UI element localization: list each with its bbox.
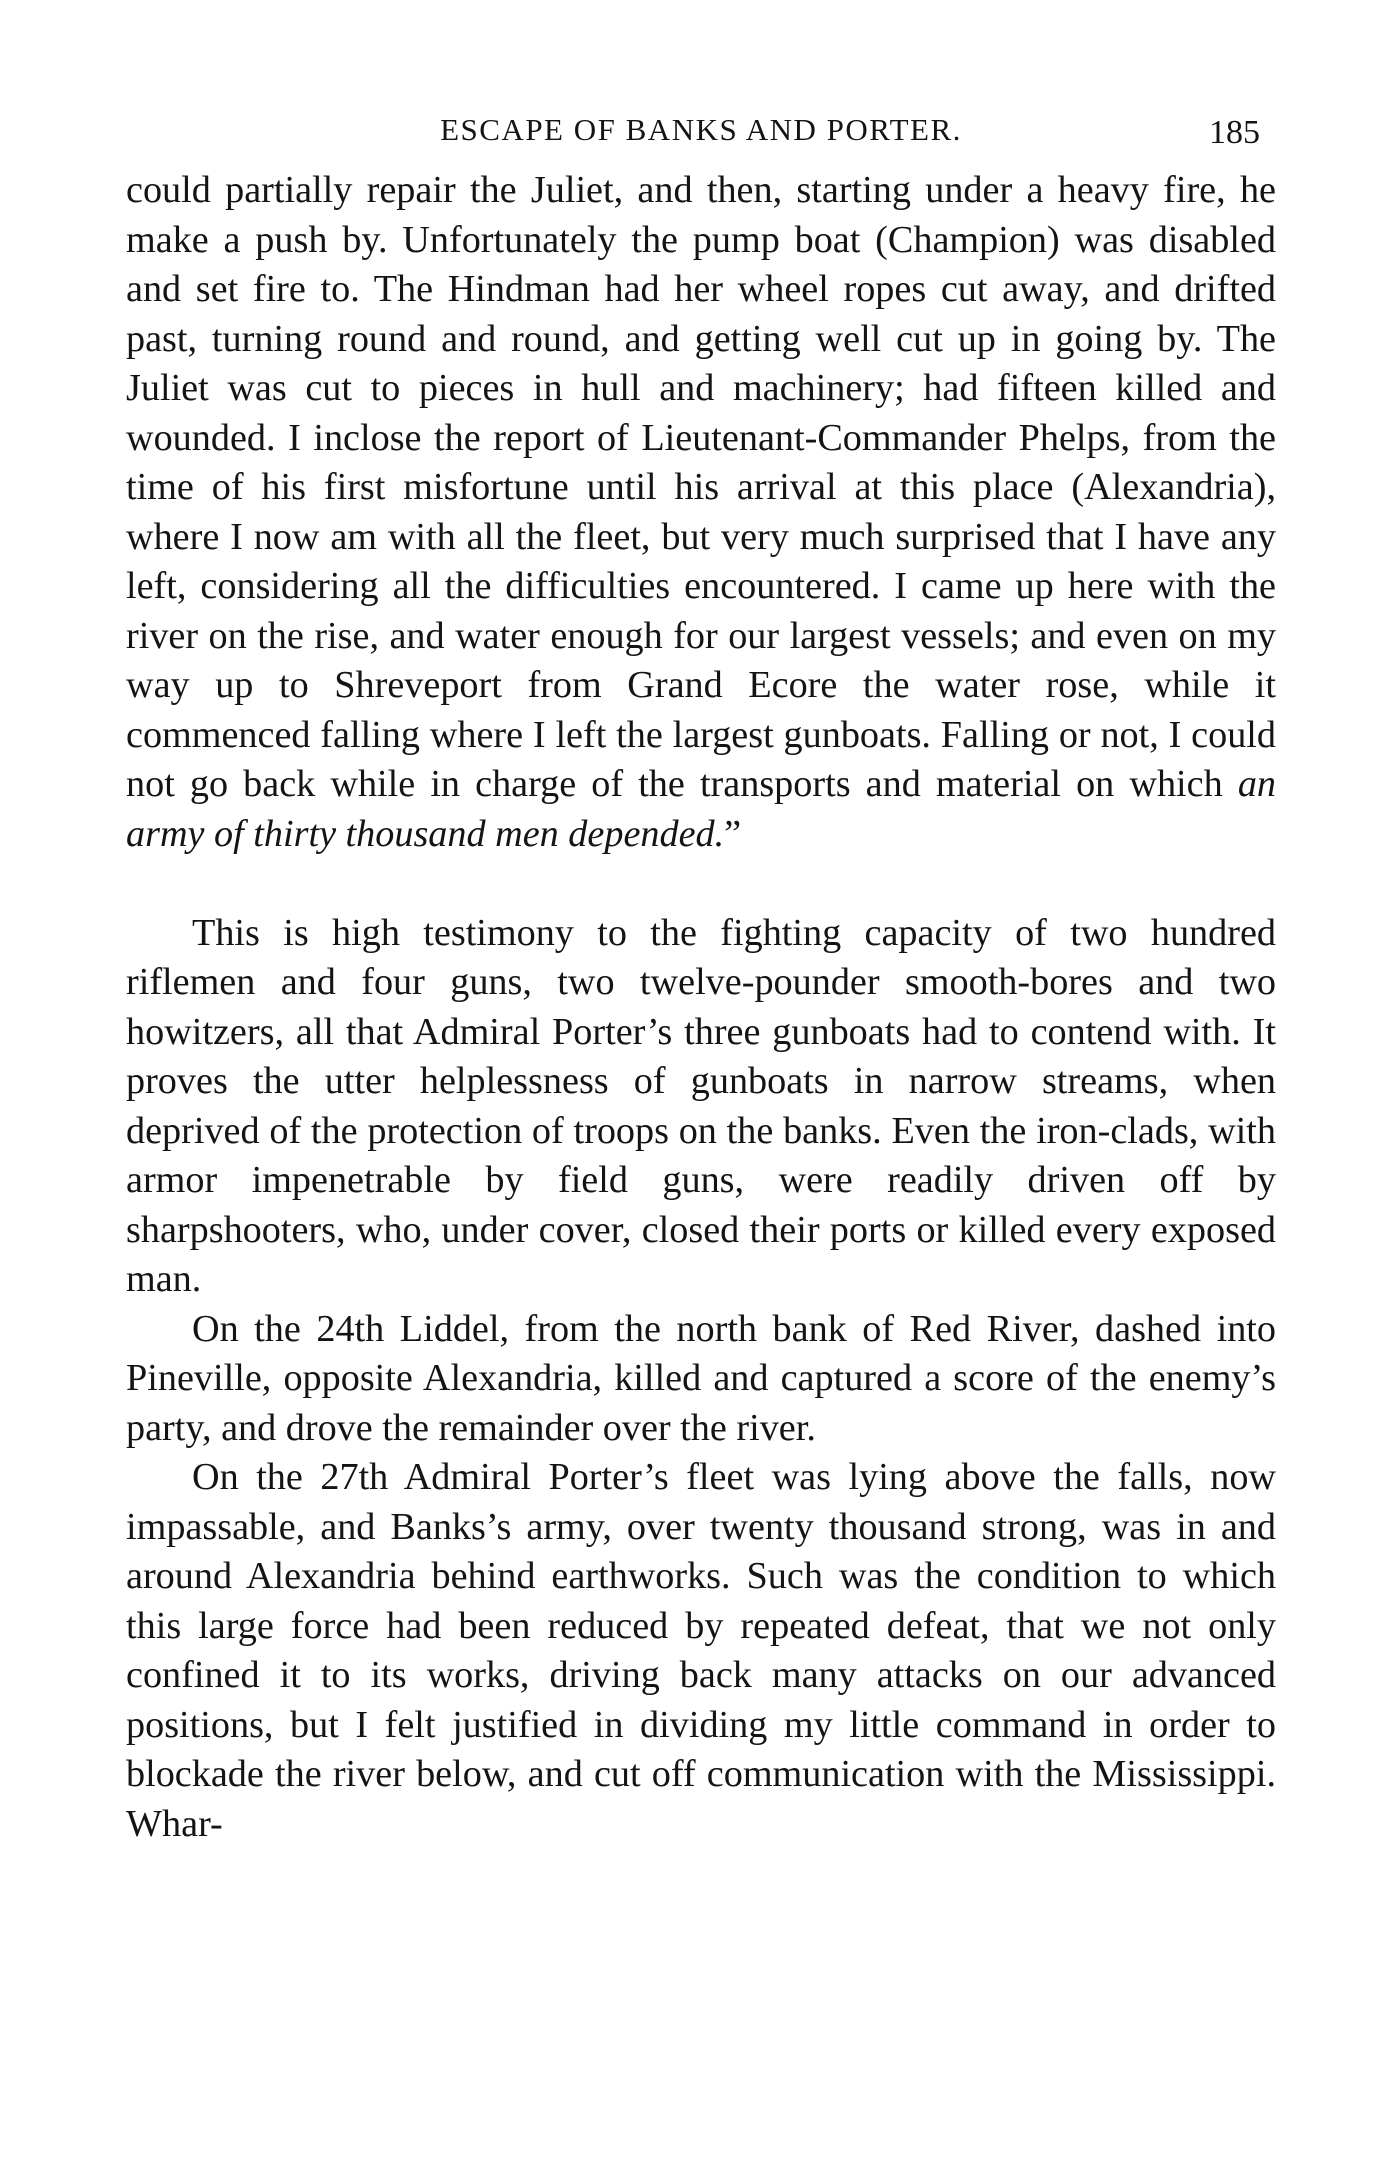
page-number: 185	[1209, 114, 1260, 151]
paragraph-continued-quote	[126, 166, 1276, 859]
body-text	[126, 166, 1276, 1849]
paragraph-spacer	[126, 859, 1276, 909]
closing-quote-mark: ”	[724, 812, 742, 855]
paragraph-24th: On the 24th Liddel, from the north bank of Red River, dashed into Pineville, opposite Alexandria, killed and captured a score of the enemy’s party, and drove the remainder over the river.	[126, 1307, 1276, 1449]
book-page	[126, 112, 1276, 1849]
quote-text: could partially repair the Juliet, and then, starting under a heavy fire, he make a push by. Unfortunately the pump boat (Champion) was disabled and set fire to. The Hindman had her wheel ropes cut away, and drifted past, turning round and round, and getting well cut up in going by. The Juliet was cut to pieces in hull and machinery; had fifteen killed and wounded. I inclose the report of Lieutenant-Commander Phelps, from the time of his first misfortune until his arrival at this place (Alexandria), where I now am with all the fleet, but very much surprised that I have any left, considering all the difficulties encountered. I came up here with the river on the rise, and water enough for our largest vessels; and even on my way up to Shreveport from Grand Ecore the water rose, while it commenced falling where I left the largest gunboats. Falling or not, I could not go back while in charge of the transports and material on which	[126, 169, 1276, 805]
running-head: ESCAPE OF BANKS AND PORTER.	[440, 112, 962, 147]
paragraph-27th: On the 27th Admiral Porter’s fleet was lying above the falls, now impassable, and Banks’s army, over twenty thousand strong, was in and around Alexandria behind earthworks. Such was the condition to which this large force had been reduced by repeated defeat, that we not only confined it to its works, driving back many attacks on our advanced positions, but I felt justified in dividing my little command in order to blockade the river below, and cut off communication with the Mississippi. Whar-	[126, 1456, 1276, 1845]
paragraph-testimony: This is high testimony to the fighting capacity of two hundred riflemen and four guns, two twelve-pounder smooth-bores and two howitzers, all that Admiral Porter’s three gunboats had to contend with. It proves the utter helplessness of gunboats in narrow streams, when deprived of the protection of troops on the banks. Even the iron-clads, with armor impenetrable by field guns, were readily driven off by sharpshooters, who, under cover, closed their ports or killed every exposed man.	[126, 911, 1276, 1300]
quote-italic-text: an army of thirty thousand men depended.	[126, 763, 1276, 855]
page-header	[126, 112, 1276, 166]
